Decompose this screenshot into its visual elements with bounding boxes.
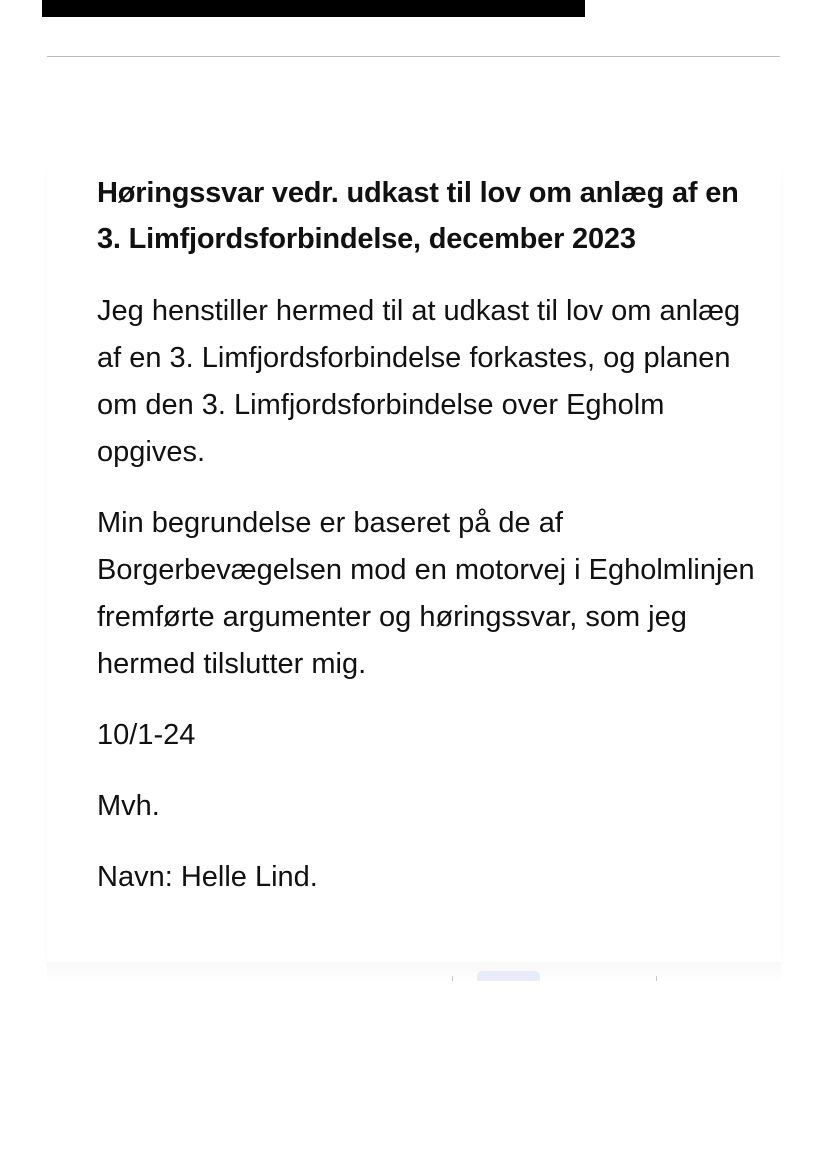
- document-paragraph-2: Min begrundelse er baseret på de af Borgerbevægelsen mod en motorvej i Egholmlinjen fremførte argumenter og høringssvar, som jeg hermed tilslutter mig.: [97, 507, 755, 680]
- page-tick-right: [656, 976, 657, 981]
- document-paragraph-1: Jeg henstiller hermed til at udkast til lov om anlæg af en 3. Limfjordsforbindelse forkastes, og planen om den 3. Limfjordsforbindelse over Egholm opgives.: [97, 295, 741, 468]
- top-divider: [47, 56, 780, 57]
- document-bottom-edge: [47, 962, 781, 982]
- document-signature: Navn: Helle Lind.: [97, 861, 318, 893]
- document-title: Høringssvar vedr. udkast til lov om anlæg af en 3. Limfjordsforbindelse, december 2023: [97, 177, 739, 255]
- document-closing: Mvh.: [97, 790, 160, 822]
- document-date: 10/1-24: [97, 719, 196, 751]
- page-tick-left: [452, 976, 453, 981]
- redaction-bar: [42, 0, 585, 17]
- page-scroll-indicator[interactable]: [477, 971, 540, 981]
- document-content: [97, 170, 757, 925]
